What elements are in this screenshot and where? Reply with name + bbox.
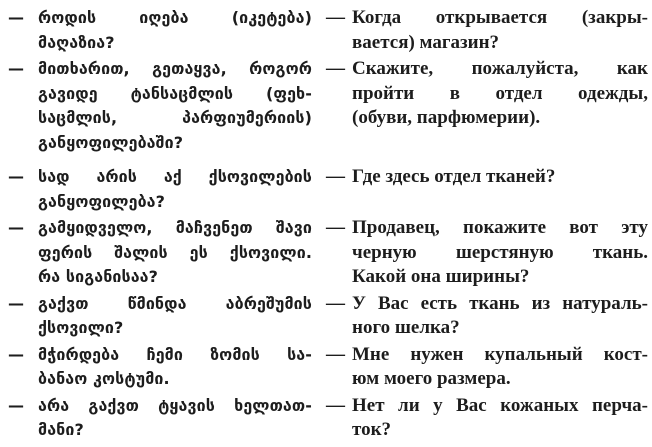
phrase-line: საცმლის, პარფიუმერიის) [38, 108, 312, 127]
phrase-line: მანი? [38, 420, 84, 439]
phrase-line: განყოფილებაში? [38, 132, 184, 152]
dialogue-dash: — [326, 292, 345, 314]
georgian-phrase [8, 216, 326, 290]
phrase-line: Где здесь отдел тканей? [352, 166, 556, 187]
dialogue-dash: — [8, 395, 25, 415]
russian-phrase [326, 292, 648, 341]
phrase-pair-row [8, 165, 648, 214]
phrase-text [38, 165, 312, 214]
dialogue-dash: — [8, 59, 25, 78]
dialogue-dash: — [326, 343, 345, 365]
dialogue-dash: — [326, 166, 345, 187]
phrase-line: მჭირდება ჩემი ზომის სა- [38, 344, 312, 364]
dialogue-dash: — [8, 218, 25, 237]
phrase-line: вается) магазин? [352, 31, 500, 53]
phrase-pair-row [8, 292, 648, 341]
phrase-text [352, 216, 648, 290]
georgian-phrase [8, 394, 326, 443]
phrase-line: пройти в отдел одежды, [352, 82, 648, 104]
phrase-line: юм моего размера. [352, 368, 511, 389]
russian-phrase [326, 216, 648, 290]
phrase-line: Продавец, покажите вот эту [352, 217, 648, 238]
georgian-phrase [8, 57, 326, 155]
phrase-line: გავიდე ტანსაცმლის (ფეხ- [38, 83, 312, 103]
phrase-line: (обуви, парфюмерии). [352, 107, 541, 128]
dialogue-dash: — [326, 7, 345, 28]
dialogue-dash: — [8, 8, 25, 27]
phrase-line: მაღაზია? [38, 32, 115, 52]
phrase-line: როდის იღება (იკეტება) [38, 8, 312, 27]
phrase-line: გაქვთ წმინდა აბრეშუმის [38, 293, 312, 313]
phrase-line: მითხარით, გეთაყვა, როგორ [38, 59, 312, 78]
phrase-text [352, 6, 648, 55]
phrase-text [38, 343, 312, 392]
phrase-line: გამყიდველო, მაჩვენეთ შავი [38, 218, 312, 237]
dialogue-dash: — [326, 394, 345, 416]
phrase-line: ток? [352, 419, 392, 440]
russian-phrase [326, 6, 648, 55]
phrase-line: Когда открывается (закры- [352, 7, 648, 28]
dialogue-dash: — [326, 58, 345, 79]
russian-phrase [326, 394, 648, 443]
georgian-phrase [8, 292, 326, 341]
phrase-line: Мне нужен купальный кост- [352, 343, 648, 365]
phrase-line: ქსოვილი? [38, 318, 124, 337]
phrase-text [352, 292, 648, 341]
phrase-line: Скажите, пожалуйста, как [352, 58, 648, 79]
phrase-pair-row [8, 394, 648, 443]
phrase-line: სად არის აქ ქსოვილების [38, 167, 312, 186]
phrase-text [38, 57, 312, 155]
phrase-text [352, 165, 648, 190]
phrase-text [352, 394, 648, 443]
phrase-line: არა გაქვთ ტყავის ხელთათ- [38, 395, 312, 415]
phrase-text [38, 292, 312, 341]
dialogue-dash: — [326, 217, 345, 238]
phrase-pair-row [8, 216, 648, 290]
phrase-pair-row [8, 343, 648, 392]
phrase-text [352, 57, 648, 131]
phrase-line: Какой она ширины? [352, 266, 530, 287]
phrase-line: განყოფილება? [38, 191, 166, 211]
russian-phrase [326, 165, 648, 190]
russian-phrase [326, 343, 648, 392]
dialogue-dash: — [8, 344, 25, 364]
dialogue-dash: — [8, 293, 25, 313]
phrase-line: черную шерстяную ткань. [352, 241, 648, 263]
phrase-text [38, 216, 312, 290]
phrase-line: Нет ли у Вас кожаных перча- [352, 394, 648, 416]
phrase-text [38, 6, 312, 55]
russian-phrase [326, 57, 648, 131]
phrase-line: ფერის შალის ეს ქსოვილი. [38, 242, 312, 262]
phrase-pair-row [8, 57, 648, 155]
dialogue-dash: — [8, 167, 25, 186]
phrase-pair-row [8, 6, 648, 55]
georgian-phrase [8, 6, 326, 55]
phrase-line: რა სიგანისაა? [38, 267, 159, 286]
phrase-line: У Вас есть ткань из натураль- [352, 292, 648, 314]
phrase-text [352, 343, 648, 392]
phrase-line: ბანაო კოსტუმი. [38, 369, 170, 388]
phrase-text [38, 394, 312, 443]
georgian-phrase [8, 343, 326, 392]
georgian-phrase [8, 165, 326, 214]
phrase-line: ного шелка? [352, 317, 460, 338]
